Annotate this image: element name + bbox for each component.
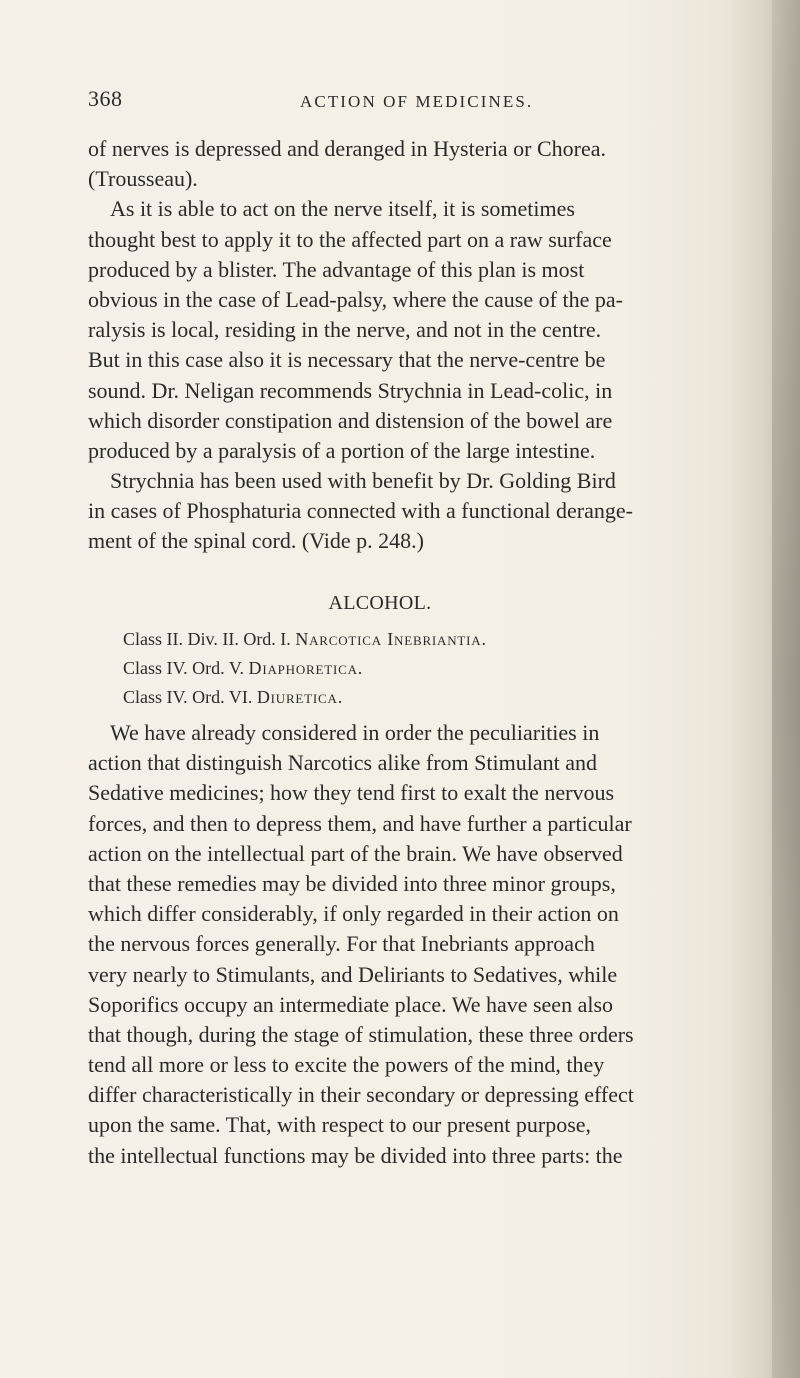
- text-line: produced by a paralysis of a portion of the large intestine.: [88, 437, 596, 463]
- text-line: (Trousseau).: [88, 166, 198, 192]
- classification-name: Diaphoretica.: [248, 658, 364, 678]
- text-line: As it is able to act on the nerve itself, it is sometimes: [110, 196, 575, 222]
- text-line: the nervous forces generally. For that Inebriants approach: [88, 931, 595, 957]
- classification-entry: [123, 683, 487, 712]
- classification-entry: [123, 654, 487, 683]
- text-line: very nearly to Stimulants, and Deliriants to Sedatives, while: [88, 961, 618, 987]
- classification-name: Diuretica.: [256, 687, 344, 707]
- classification-entry: [123, 625, 487, 654]
- text-line: produced by a blister. The advantage of this plan is most: [88, 256, 585, 282]
- text-line: that though, during the stage of stimulation, these three orders: [88, 1021, 634, 1047]
- page-edge-shadow: [772, 0, 800, 1378]
- page-header: [0, 86, 760, 120]
- text-line: which disorder constipation and distension of the bowel are: [88, 407, 613, 433]
- section-heading-alcohol: ALCOHOL.: [328, 592, 432, 614]
- text-line: tend all more or less to excite the powers of the mind, they: [88, 1052, 605, 1078]
- text-line: forces, and then to depress them, and have further a particular: [88, 810, 632, 836]
- classification-prefix: Class IV. Ord. VI.: [123, 687, 253, 707]
- paragraph-alcohol-description: [88, 718, 776, 1171]
- text-line: Sedative medicines; how they tend first to exalt the nervous: [88, 780, 615, 806]
- paragraph-nerve-treatment: [88, 134, 776, 557]
- text-line: ralysis is local, residing in the nerve, and not in the centre.: [88, 317, 602, 343]
- text-line: Strychnia has been used with benefit by Dr. Golding Bird: [110, 468, 616, 494]
- text-line: in cases of Phosphaturia connected with a functional derange-: [88, 498, 633, 524]
- classification-prefix: Class IV. Ord. V.: [123, 658, 245, 678]
- text-line: of nerves is depressed and deranged in Hysteria or Chorea.: [88, 136, 607, 161]
- text-line: that these remedies may be divided into three minor groups,: [88, 870, 616, 896]
- text-line: We have already considered in order the peculiarities in: [110, 720, 600, 745]
- text-line: differ characteristically in their secondary or depressing effect: [88, 1082, 634, 1108]
- page-number: 368: [88, 86, 123, 111]
- text-line: ment of the spinal cord. (Vide p. 248.): [88, 528, 424, 554]
- text-line: the intellectual functions may be divided into three parts: the: [88, 1142, 623, 1168]
- text-line: obvious in the case of Lead-palsy, where the cause of the pa-: [88, 286, 623, 312]
- classification-name: Narcotica Inebriantia.: [295, 629, 487, 649]
- text-line: action on the intellectual part of the brain. We have observed: [88, 840, 623, 866]
- text-line: action that distinguish Narcotics alike from Stimulant and: [88, 750, 597, 776]
- text-line: which differ considerably, if only regarded in their action on: [88, 901, 619, 927]
- running-title: ACTION OF MEDICINES.: [300, 92, 534, 111]
- text-line: But in this case also it is necessary that the nerve-centre be: [88, 347, 606, 373]
- text-line: sound. Dr. Neligan recommends Strychnia in Lead-colic, in: [88, 377, 613, 403]
- classification-prefix: Class II. Div. II. Ord. I.: [123, 629, 291, 649]
- text-line: Soporifics occupy an intermediate place. We have seen also: [88, 991, 614, 1017]
- classification-list: [123, 625, 487, 712]
- text-line: upon the same. That, with respect to our present purpose,: [88, 1112, 592, 1138]
- text-line: thought best to apply it to the affected part on a raw surface: [88, 226, 612, 252]
